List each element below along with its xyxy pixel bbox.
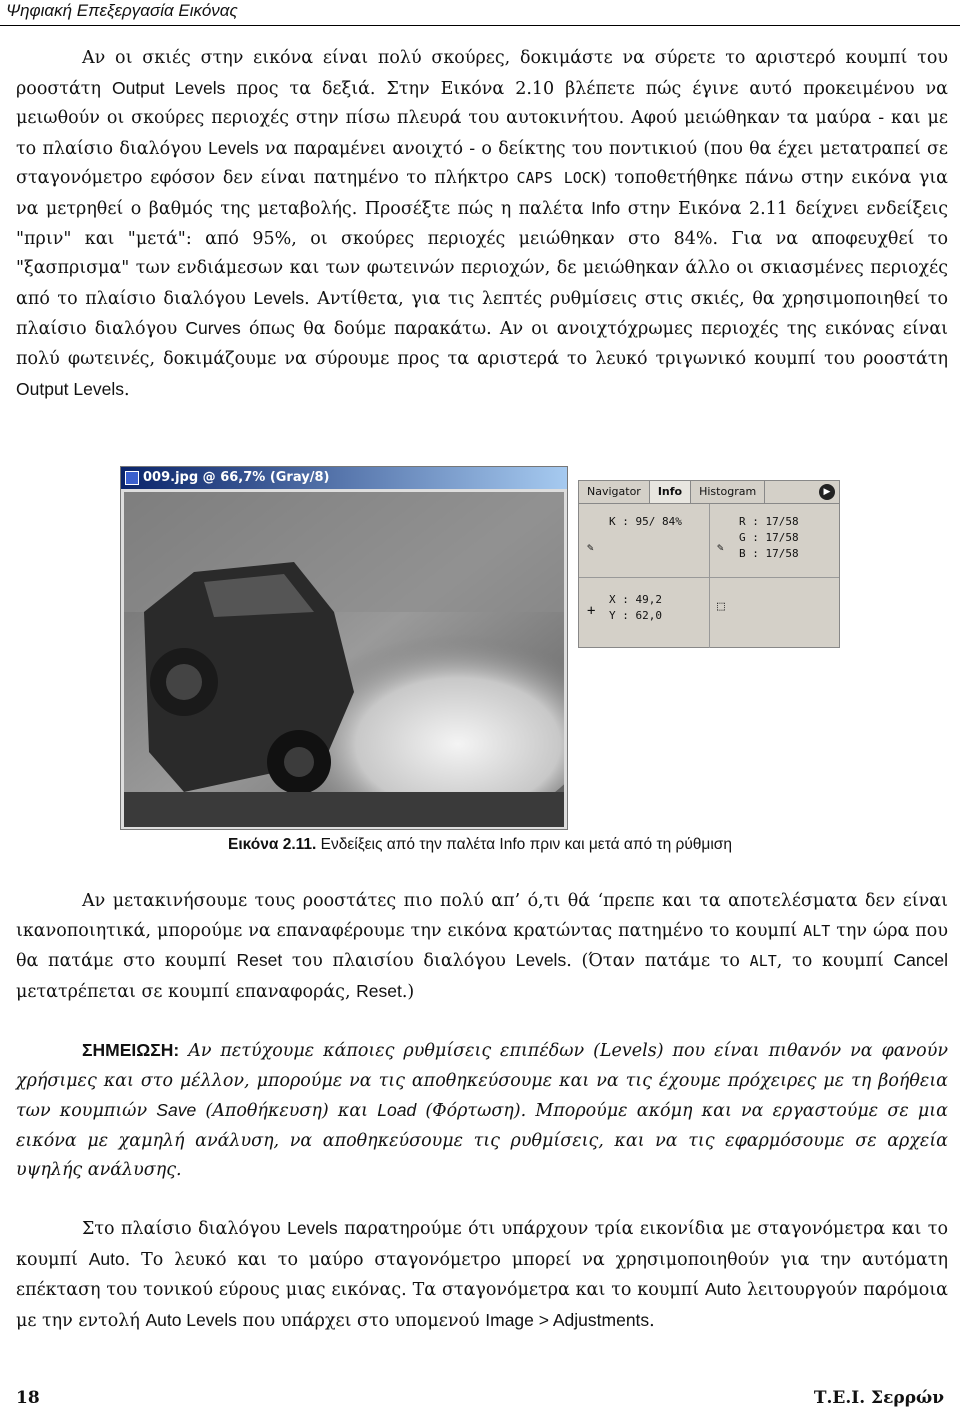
term-cancel: Cancel bbox=[893, 950, 949, 971]
term-levels: Levels bbox=[208, 137, 259, 158]
text: Αν οι σκιές στην εικόνα είναι πολύ σκούρες, δοκιμάστε να σύρετε το αριστερό κουμπί του ροοστάτη bbox=[16, 48, 948, 99]
g-row bbox=[739, 531, 799, 544]
text: , το κουμπί bbox=[776, 951, 894, 972]
b-label: B : bbox=[739, 547, 759, 560]
k-row bbox=[609, 515, 682, 528]
term-auto-levels: Auto Levels bbox=[145, 1309, 237, 1330]
figure-caption bbox=[0, 836, 960, 854]
footer-author: Τ.Ε.Ι. Σερρών bbox=[813, 1388, 944, 1408]
key-alt: ALT bbox=[749, 952, 777, 971]
term-auto: Auto bbox=[88, 1248, 125, 1269]
k-value: 95/ 84% bbox=[635, 515, 682, 528]
caption-label: Εικόνα 2.11. bbox=[228, 836, 317, 853]
palette-tabs bbox=[579, 481, 839, 504]
panel-divider bbox=[709, 504, 710, 648]
text: λειτουργούν παρόμοια με την εντολή bbox=[16, 1280, 948, 1331]
tab-info[interactable]: Info bbox=[650, 481, 691, 503]
text: .) bbox=[401, 981, 415, 1002]
term-levels: Levels bbox=[287, 1218, 338, 1238]
y-label: Y : bbox=[609, 609, 629, 622]
selection-size-icon: ⬚ bbox=[717, 599, 725, 614]
key-alt: ALT bbox=[803, 921, 831, 940]
photoshop-icon bbox=[125, 471, 139, 485]
term-auto: Auto bbox=[705, 1279, 742, 1300]
b-row bbox=[739, 547, 799, 560]
term-output-levels: Output Levels bbox=[16, 378, 124, 399]
text: (Φόρτωση). Μπορούμε ακόμη και να εργαστούμε σε μια εικόνα με χαμηλή ανάλυση, να αποθηκεύσουμε τις ρυθμίσεις, και να τις εφαρμόσουμε σε αρχεία υψηλής ανάλυσης. bbox=[16, 1101, 948, 1181]
text: του πλαισίου διαλόγου bbox=[282, 951, 516, 972]
term-reset: Reset bbox=[236, 950, 283, 971]
text: . bbox=[649, 1310, 655, 1331]
paragraph-3 bbox=[16, 1214, 948, 1336]
x-value: 49,2 bbox=[635, 593, 662, 606]
text: στην Εικόνα 2.11 δείχνει ενδείξεις "πριν" και "μετά": από 95%, οι σκούρες περιοχές μειώθηκαν στο 84%. Για να αποφευχθεί το "ξασπρισμα" των ενδιάμεσων και των φωτεινών περιοχών, δε μειώθηκαν άλλο οι σκιασμένες περιοχές από το πλαίσιο διαλόγου bbox=[16, 198, 948, 309]
text: όπως θα δούμε παρακάτω. Αν οι ανοιχτόχρωμες περιοχές της εικόνας είναι πολύ φωτεινές, δοκιμάζουμε να σύρουμε προς τα αριστερά το λευκό τριγωνικό κουμπί του ροοστάτη bbox=[16, 319, 949, 369]
text: (Αποθήκευση) και bbox=[196, 1101, 378, 1122]
term-reset: Reset bbox=[356, 980, 402, 1001]
term-output-levels: Output Levels bbox=[111, 77, 226, 98]
text: την ώρα που θα πατάμε στο κουμπί bbox=[16, 920, 948, 972]
r-row bbox=[739, 515, 799, 528]
r-label: R : bbox=[739, 515, 759, 528]
page-number: 18 bbox=[16, 1388, 40, 1408]
r-value: 17/58 bbox=[765, 515, 799, 528]
note-label: ΣΗΜΕΙΩΣΗ: bbox=[82, 1040, 180, 1060]
term-load: Load bbox=[377, 1100, 417, 1121]
running-header: Ψηφιακή Επεξεργασία Εικόνας bbox=[0, 0, 960, 26]
image-window-titlebar[interactable] bbox=[121, 467, 567, 489]
note-paragraph bbox=[16, 1036, 948, 1186]
image-window-title: 009.jpg @ 66,7% (Gray/8) bbox=[143, 470, 330, 485]
crosshair-icon: + bbox=[587, 603, 596, 619]
text: . bbox=[123, 379, 130, 400]
term-info: Info bbox=[591, 197, 621, 218]
k-label: K : bbox=[609, 515, 629, 528]
text: που υπάρχει στο υπομενού bbox=[236, 1310, 486, 1331]
text: μετατρέπεται σε κουμπί επαναφοράς, bbox=[16, 981, 357, 1002]
caption-text: Ενδείξεις από την παλέτα Info πριν και μετά από τη ρύθμιση bbox=[316, 836, 732, 853]
text: προς τα δεξιά. Στην Εικόνα 2.10 βλέπετε πώς έγινε αυτό προκειμένου να μειωθούν οι σκούρες περιοχές στην πίσω πλευρά του αυτοκινήτου. Αφού μειώθηκαν τα μαύρα - και με το πλαίσιο διαλόγου bbox=[16, 78, 948, 159]
palette-menu-arrow-icon[interactable]: ▶ bbox=[819, 484, 835, 500]
g-label: G : bbox=[739, 531, 759, 544]
text: . (Όταν πατάμε το bbox=[566, 951, 750, 972]
panel-divider bbox=[579, 577, 839, 578]
x-row bbox=[609, 593, 662, 606]
y-row bbox=[609, 609, 662, 622]
text: παρατηρούμε ότι υπάρχουν τρία εικονίδια με σταγονόμετρα και το κουμπί bbox=[16, 1219, 948, 1270]
b-value: 17/58 bbox=[765, 547, 799, 560]
term-curves: Curves bbox=[185, 318, 241, 339]
paragraph-2 bbox=[16, 887, 948, 1007]
text: ) τοποθετήθηκε πάνω στην εικόνα για να μετρηθεί ο βαθμός της μεταβολής. Προσέξτε πώς η παλέτα bbox=[16, 168, 949, 219]
eyedropper-icon: ✎ bbox=[717, 541, 724, 554]
term-levels: Levels bbox=[515, 950, 567, 971]
paragraph-1 bbox=[16, 44, 948, 405]
g-value: 17/58 bbox=[765, 531, 799, 544]
text: να παραμένει ανοιχτό - ο δείκτης του ποντικιού (που θα έχει μετατραπεί σε σταγονόμετρο εφόσον δεν είναι πατημένο το πλήκτρο bbox=[16, 138, 948, 189]
y-value: 62,0 bbox=[635, 609, 662, 622]
text: . Αντίθετα, για τις λεπτές ρυθμίσεις στις σκιές, θα χρησιμοποιηθεί το πλαίσιο διαλόγου bbox=[16, 288, 948, 340]
car-splash-photo bbox=[124, 492, 564, 827]
tab-navigator[interactable]: Navigator bbox=[579, 481, 650, 503]
key-caps-lock: CAPS LOCK bbox=[516, 169, 600, 188]
text: Αν μετακινήσουμε τους ροοστάτες πιο πολύ απ’ ό,τι θά ‘πρεπε και τα αποτελέσματα δεν είναι ικανοποιητικά, μπορούμε να επαναφέρουμε την εικόνα κρατώντας πατημένο το κουμπί bbox=[16, 891, 948, 941]
tab-histogram[interactable]: Histogram bbox=[691, 481, 765, 503]
info-palette bbox=[578, 480, 840, 648]
term-image-adjustments: Image > Adjustments bbox=[485, 1309, 650, 1330]
text: . Το λευκό και το μαύρο σταγονόμετρο μπορεί να χρησιμοποιηθούν για την αυτόματη επέκταση του τονικού εύρους μιας εικόνας. Τα σταγονόμετρα και το κουμπί bbox=[16, 1249, 948, 1301]
figure-2-11 bbox=[120, 466, 840, 830]
image-window bbox=[120, 466, 568, 830]
page-footer bbox=[16, 1388, 944, 1412]
text: Αν πετύχουμε κάποιες ρυθμίσεις επιπέδων (Levels) που είναι πιθανόν να φανούν χρήσιμες και στο μέλλον, μπορούμε να τις αποθηκεύσουμε και να τις έχουμε πρόχειρες με τη βοήθεια των κουμπιών bbox=[16, 1041, 948, 1122]
x-label: X : bbox=[609, 593, 629, 606]
eyedropper-icon: ✎ bbox=[587, 541, 594, 554]
text: Στο πλαίσιο διαλόγου bbox=[82, 1219, 288, 1239]
term-levels: Levels bbox=[253, 287, 305, 308]
term-save: Save bbox=[156, 1100, 197, 1121]
